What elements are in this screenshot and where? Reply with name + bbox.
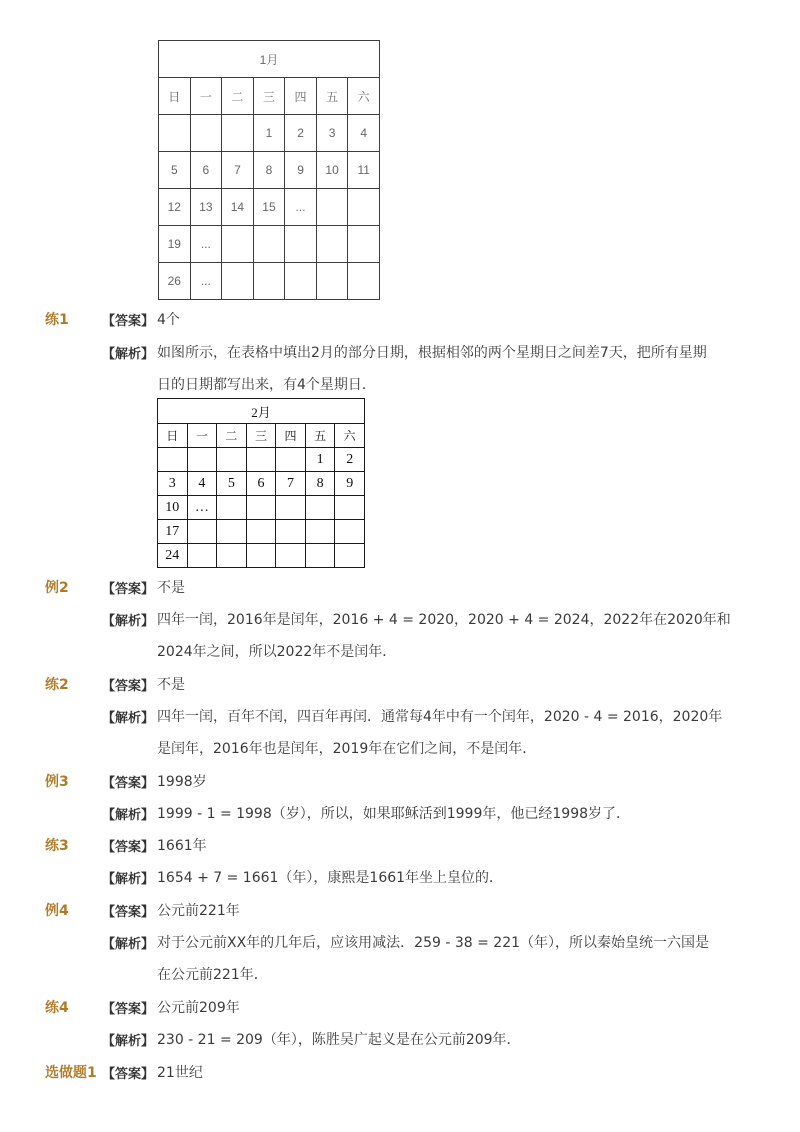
- calendar-day-cell: [316, 189, 348, 226]
- calendar-day-cell: [316, 263, 348, 300]
- calendar-day-cell: [222, 115, 254, 152]
- analysis-tag: 【解析】: [102, 347, 155, 362]
- calendar-day-cell: 6: [190, 152, 222, 189]
- calendar-day-cell: [305, 520, 335, 544]
- answer-tag: 【答案】: [102, 905, 155, 920]
- analysis-tag: 【解析】: [102, 808, 155, 823]
- calendar-day-cell: [246, 496, 276, 520]
- weekday-header: 六: [335, 424, 365, 448]
- analysis-tag: 【解析】: [102, 1034, 155, 1049]
- calendar-day-cell: 7: [276, 472, 306, 496]
- weekday-header: 二: [217, 424, 247, 448]
- calendar-day-cell: 10: [158, 496, 188, 520]
- analysis-text: 2024年之间，所以2022年不是闰年．: [157, 644, 397, 660]
- calendar-week-row: [158, 448, 365, 472]
- calendar-day-cell: [217, 520, 247, 544]
- analysis-text: 1654 + 7 = 1661（年），康熙是1661年坐上皇位的．: [157, 870, 504, 886]
- answer-tag: 【答案】: [102, 582, 155, 597]
- weekday-header: 一: [187, 424, 217, 448]
- weekday-header: 三: [246, 424, 276, 448]
- analysis-tag: 【解析】: [102, 872, 155, 887]
- calendar-day-cell: [217, 544, 247, 568]
- calendar-day-cell: [285, 263, 317, 300]
- weekday-header: 四: [285, 78, 317, 115]
- analysis-text: 1999 - 1 = 1998（岁），所以，如果耶稣活到1999年，他已经1998岁了．: [157, 806, 631, 822]
- item-label-li2: 例2: [45, 580, 69, 596]
- calendar-week-row: [159, 263, 380, 300]
- item-label-xuan1: 选做题1: [45, 1065, 97, 1081]
- calendar-week-row: [158, 544, 365, 568]
- weekday-header: 三: [253, 78, 285, 115]
- calendar-day-cell: [253, 226, 285, 263]
- calendar-day-cell: [276, 544, 306, 568]
- calendar-day-cell: [246, 448, 276, 472]
- answer-text: 公元前209年: [157, 1000, 240, 1016]
- analysis-tag: 【解析】: [102, 711, 155, 726]
- item-label-lian1: 练1: [45, 312, 69, 328]
- calendar-day-cell: [335, 520, 365, 544]
- calendar-day-cell: 1: [253, 115, 285, 152]
- calendar-day-cell: 2: [335, 448, 365, 472]
- calendar-day-cell: [276, 520, 306, 544]
- calendar-day-cell: 3: [316, 115, 348, 152]
- calendar-day-cell: [253, 263, 285, 300]
- january-calendar: [158, 40, 380, 300]
- item-label-li3: 例3: [45, 774, 69, 790]
- calendar-week-row: [158, 496, 365, 520]
- answer-tag: 【答案】: [102, 840, 155, 855]
- answer-text: 1661年: [157, 838, 207, 854]
- calendar-day-cell: 7: [222, 152, 254, 189]
- calendar-day-cell: 8: [253, 152, 285, 189]
- calendar-day-cell: [190, 115, 222, 152]
- answer-tag: 【答案】: [102, 1067, 155, 1082]
- answer-tag: 【答案】: [102, 1002, 155, 1017]
- analysis-text: 四年一闰，百年不闰，四百年再闰．通常每4年中有一个闰年，2020 - 4 = 2016，2020年: [157, 709, 723, 725]
- answer-text: 21世纪: [157, 1065, 203, 1081]
- calendar-week-row: [159, 115, 380, 152]
- calendar-day-cell: 17: [158, 520, 188, 544]
- calendar-day-cell: 14: [222, 189, 254, 226]
- weekday-header: 六: [348, 78, 380, 115]
- weekday-header: 二: [222, 78, 254, 115]
- calendar-day-cell: [348, 226, 380, 263]
- calendar-day-cell: [222, 226, 254, 263]
- analysis-tag: 【解析】: [102, 614, 155, 629]
- answer-text: 4个: [157, 312, 180, 328]
- weekday-header: 四: [276, 424, 306, 448]
- calendar-day-cell: [276, 448, 306, 472]
- calendar-day-cell: [158, 448, 188, 472]
- calendar-day-cell: 5: [159, 152, 191, 189]
- calendar-day-cell: [305, 544, 335, 568]
- analysis-text: 四年一闰，2016年是闰年，2016 + 4 = 2020，2020 + 4 = 2024，2022年在2020年和: [157, 612, 731, 628]
- calendar-day-cell: [316, 226, 348, 263]
- weekday-header: 日: [158, 424, 188, 448]
- calendar-week-row: [158, 472, 365, 496]
- calendar-day-cell: [246, 544, 276, 568]
- calendar-week-row: [158, 520, 365, 544]
- calendar-day-cell: 3: [158, 472, 188, 496]
- analysis-text: 对于公元前XX年的几年后，应该用减法．259 - 38 = 221（年），所以秦始皇统一六国是: [157, 935, 710, 951]
- weekday-header: 日: [159, 78, 191, 115]
- calendar-day-cell: 15: [253, 189, 285, 226]
- calendar-day-cell: [276, 496, 306, 520]
- calendar-day-cell: 4: [187, 472, 217, 496]
- answer-tag: 【答案】: [102, 776, 155, 791]
- item-label-li4: 例4: [45, 903, 69, 919]
- calendar-day-cell: [305, 496, 335, 520]
- calendar-day-cell: [335, 496, 365, 520]
- calendar-week-row: [159, 189, 380, 226]
- calendar-month-title: 1月: [159, 41, 380, 78]
- analysis-text: 在公元前221年．: [157, 967, 268, 983]
- answer-text: 1998岁: [157, 774, 207, 790]
- answer-text: 不是: [157, 580, 185, 596]
- weekday-header: 一: [190, 78, 222, 115]
- calendar-week-row: [159, 152, 380, 189]
- calendar-day-cell: [222, 263, 254, 300]
- weekday-header-row: [158, 424, 365, 448]
- calendar-day-cell: 5: [217, 472, 247, 496]
- calendar-title-row: [158, 399, 365, 424]
- calendar-day-cell: [159, 115, 191, 152]
- answer-text: 不是: [157, 677, 185, 693]
- calendar-day-cell: 1: [305, 448, 335, 472]
- analysis-text: 230 - 21 = 209（年），陈胜吴广起义是在公元前209年．: [157, 1032, 521, 1048]
- calendar-day-cell: 9: [335, 472, 365, 496]
- calendar-title-row: [159, 41, 380, 78]
- calendar-day-cell: 4: [348, 115, 380, 152]
- calendar-day-cell: 6: [246, 472, 276, 496]
- calendar-day-cell: [217, 496, 247, 520]
- calendar-month-title: 2月: [158, 399, 365, 424]
- answer-text: 公元前221年: [157, 903, 240, 919]
- calendar-day-cell: ...: [190, 263, 222, 300]
- calendar-day-cell: …: [187, 496, 217, 520]
- item-label-lian3: 练3: [45, 838, 69, 854]
- calendar-day-cell: [187, 448, 217, 472]
- calendar-day-cell: [348, 263, 380, 300]
- answer-tag: 【答案】: [102, 679, 155, 694]
- calendar-day-cell: [187, 520, 217, 544]
- calendar-day-cell: 13: [190, 189, 222, 226]
- answer-tag: 【答案】: [102, 314, 155, 329]
- analysis-tag: 【解析】: [102, 937, 155, 952]
- analysis-text: 是闰年，2016年也是闰年，2019年在它们之间，不是闰年．: [157, 741, 537, 757]
- calendar-day-cell: 10: [316, 152, 348, 189]
- weekday-header-row: [159, 78, 380, 115]
- item-label-lian2: 练2: [45, 677, 69, 693]
- calendar-day-cell: 11: [348, 152, 380, 189]
- calendar-day-cell: ...: [285, 189, 317, 226]
- calendar-day-cell: [187, 544, 217, 568]
- analysis-text: 如图所示，在表格中填出2月的部分日期，根据相邻的两个星期日之间差7天，把所有星期: [157, 345, 707, 361]
- calendar-day-cell: 2: [285, 115, 317, 152]
- calendar-day-cell: 24: [158, 544, 188, 568]
- calendar-day-cell: [285, 226, 317, 263]
- calendar-day-cell: [335, 544, 365, 568]
- weekday-header: 五: [316, 78, 348, 115]
- calendar-day-cell: [217, 448, 247, 472]
- analysis-text: 日的日期都写出来，有4个星期日．: [157, 377, 376, 393]
- item-label-lian4: 练4: [45, 1000, 69, 1016]
- calendar-day-cell: [348, 189, 380, 226]
- calendar-day-cell: 26: [159, 263, 191, 300]
- calendar-day-cell: 8: [305, 472, 335, 496]
- weekday-header: 五: [305, 424, 335, 448]
- calendar-day-cell: ...: [190, 226, 222, 263]
- february-calendar: [157, 398, 365, 568]
- calendar-day-cell: 19: [159, 226, 191, 263]
- calendar-day-cell: 12: [159, 189, 191, 226]
- calendar-day-cell: 9: [285, 152, 317, 189]
- calendar-day-cell: [246, 520, 276, 544]
- calendar-week-row: [159, 226, 380, 263]
